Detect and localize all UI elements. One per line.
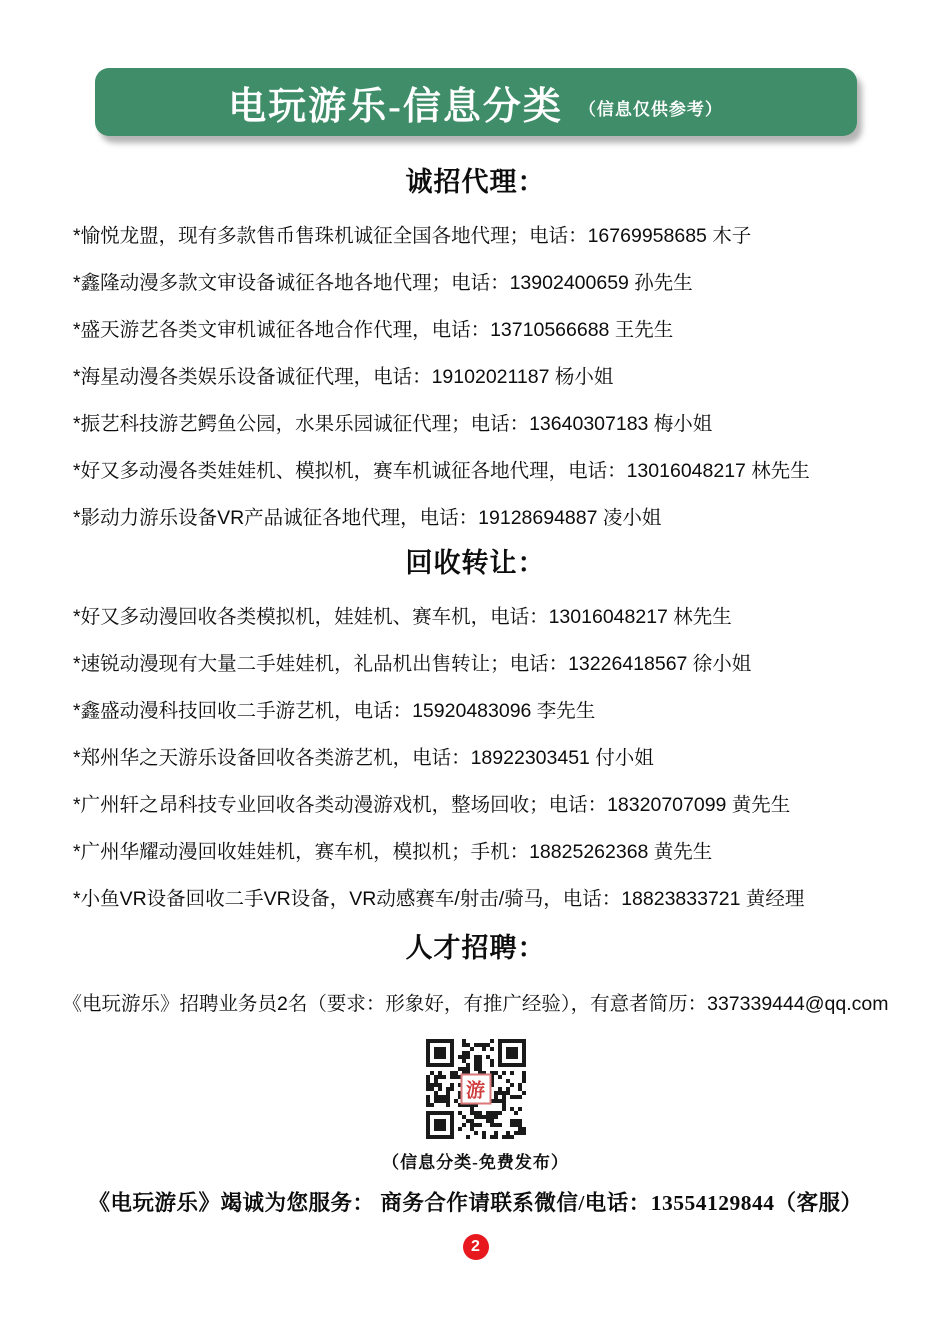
qr-center-label: 游: [460, 1074, 491, 1105]
section-jobs: [0, 930, 951, 1015]
list-item: *小鱼VR设备回收二手VR设备，VR动感赛车/射击/骑马，电话：18823833721 黄经理: [73, 888, 805, 910]
list-item: *愉悦龙盟，现有多款售币售珠机诚征全国各地代理；电话：16769958685 木子: [73, 225, 752, 247]
footer-text: 《电玩游乐》竭诚为您服务： 商务合作请联系微信/电话：13554129844（客服）: [88, 1191, 863, 1215]
section-heading-recycle: 回收转让：: [405, 548, 546, 578]
qr-block: [0, 1039, 951, 1173]
flyer-page: [0, 68, 951, 1343]
page-subtitle: （信息仅供参考）: [578, 99, 723, 119]
list-item: *速锐动漫现有大量二手娃娃机，礼品机出售转让；电话：13226418567 徐小姐: [73, 653, 752, 675]
list-item: *海星动漫各类娱乐设备诚征代理，电话：19102021187 杨小姐: [73, 366, 614, 388]
list-item: *郑州华之天游乐设备回收各类游艺机，电话：18922303451 付小姐: [73, 747, 654, 769]
section-heading-agents: 诚招代理：: [405, 167, 546, 197]
section-recycle: [0, 545, 951, 910]
header-banner: [95, 68, 857, 136]
section-heading-jobs: 人才招聘：: [405, 933, 546, 963]
page-title: 电玩游乐-信息分类: [228, 85, 563, 128]
section-agents: [0, 164, 951, 529]
list-item: *影动力游乐设备VR产品诚征各地代理，电话：19128694887 凌小姐: [73, 507, 662, 529]
list-item: *好又多动漫各类娃娃机、模拟机，赛车机诚征各地代理，电话：13016048217 林先生: [73, 460, 810, 482]
list-item: *广州轩之昂科技专业回收各类动漫游戏机，整场回收；电话：18320707099 黄先生: [73, 794, 791, 816]
list-item: *鑫盛动漫科技回收二手游艺机，电话：15920483096 李先生: [73, 700, 596, 722]
qr-code: [426, 1039, 526, 1139]
list-item: *鑫隆动漫多款文审设备诚征各地各地代理；电话：13902400659 孙先生: [73, 272, 693, 294]
list-item: *广州华耀动漫回收娃娃机，赛车机，模拟机；手机：18825262368 黄先生: [73, 841, 713, 863]
list-item: *振艺科技游艺鳄鱼公园，水果乐园诚征代理；电话：13640307183 梅小姐: [73, 413, 713, 435]
page-number-badge: 2: [463, 1234, 489, 1260]
qr-caption: （信息分类-免费发布）: [382, 1153, 569, 1172]
list-item: *好又多动漫回收各类模拟机，娃娃机、赛车机，电话：13016048217 林先生: [73, 606, 732, 628]
list-item: *盛天游艺各类文审机诚征各地合作代理，电话：13710566688 王先生: [73, 319, 674, 341]
job-listing: 《电玩游乐》招聘业务员2名（要求：形象好，有推广经验），有意者简历：337339444@qq.com: [62, 993, 889, 1015]
